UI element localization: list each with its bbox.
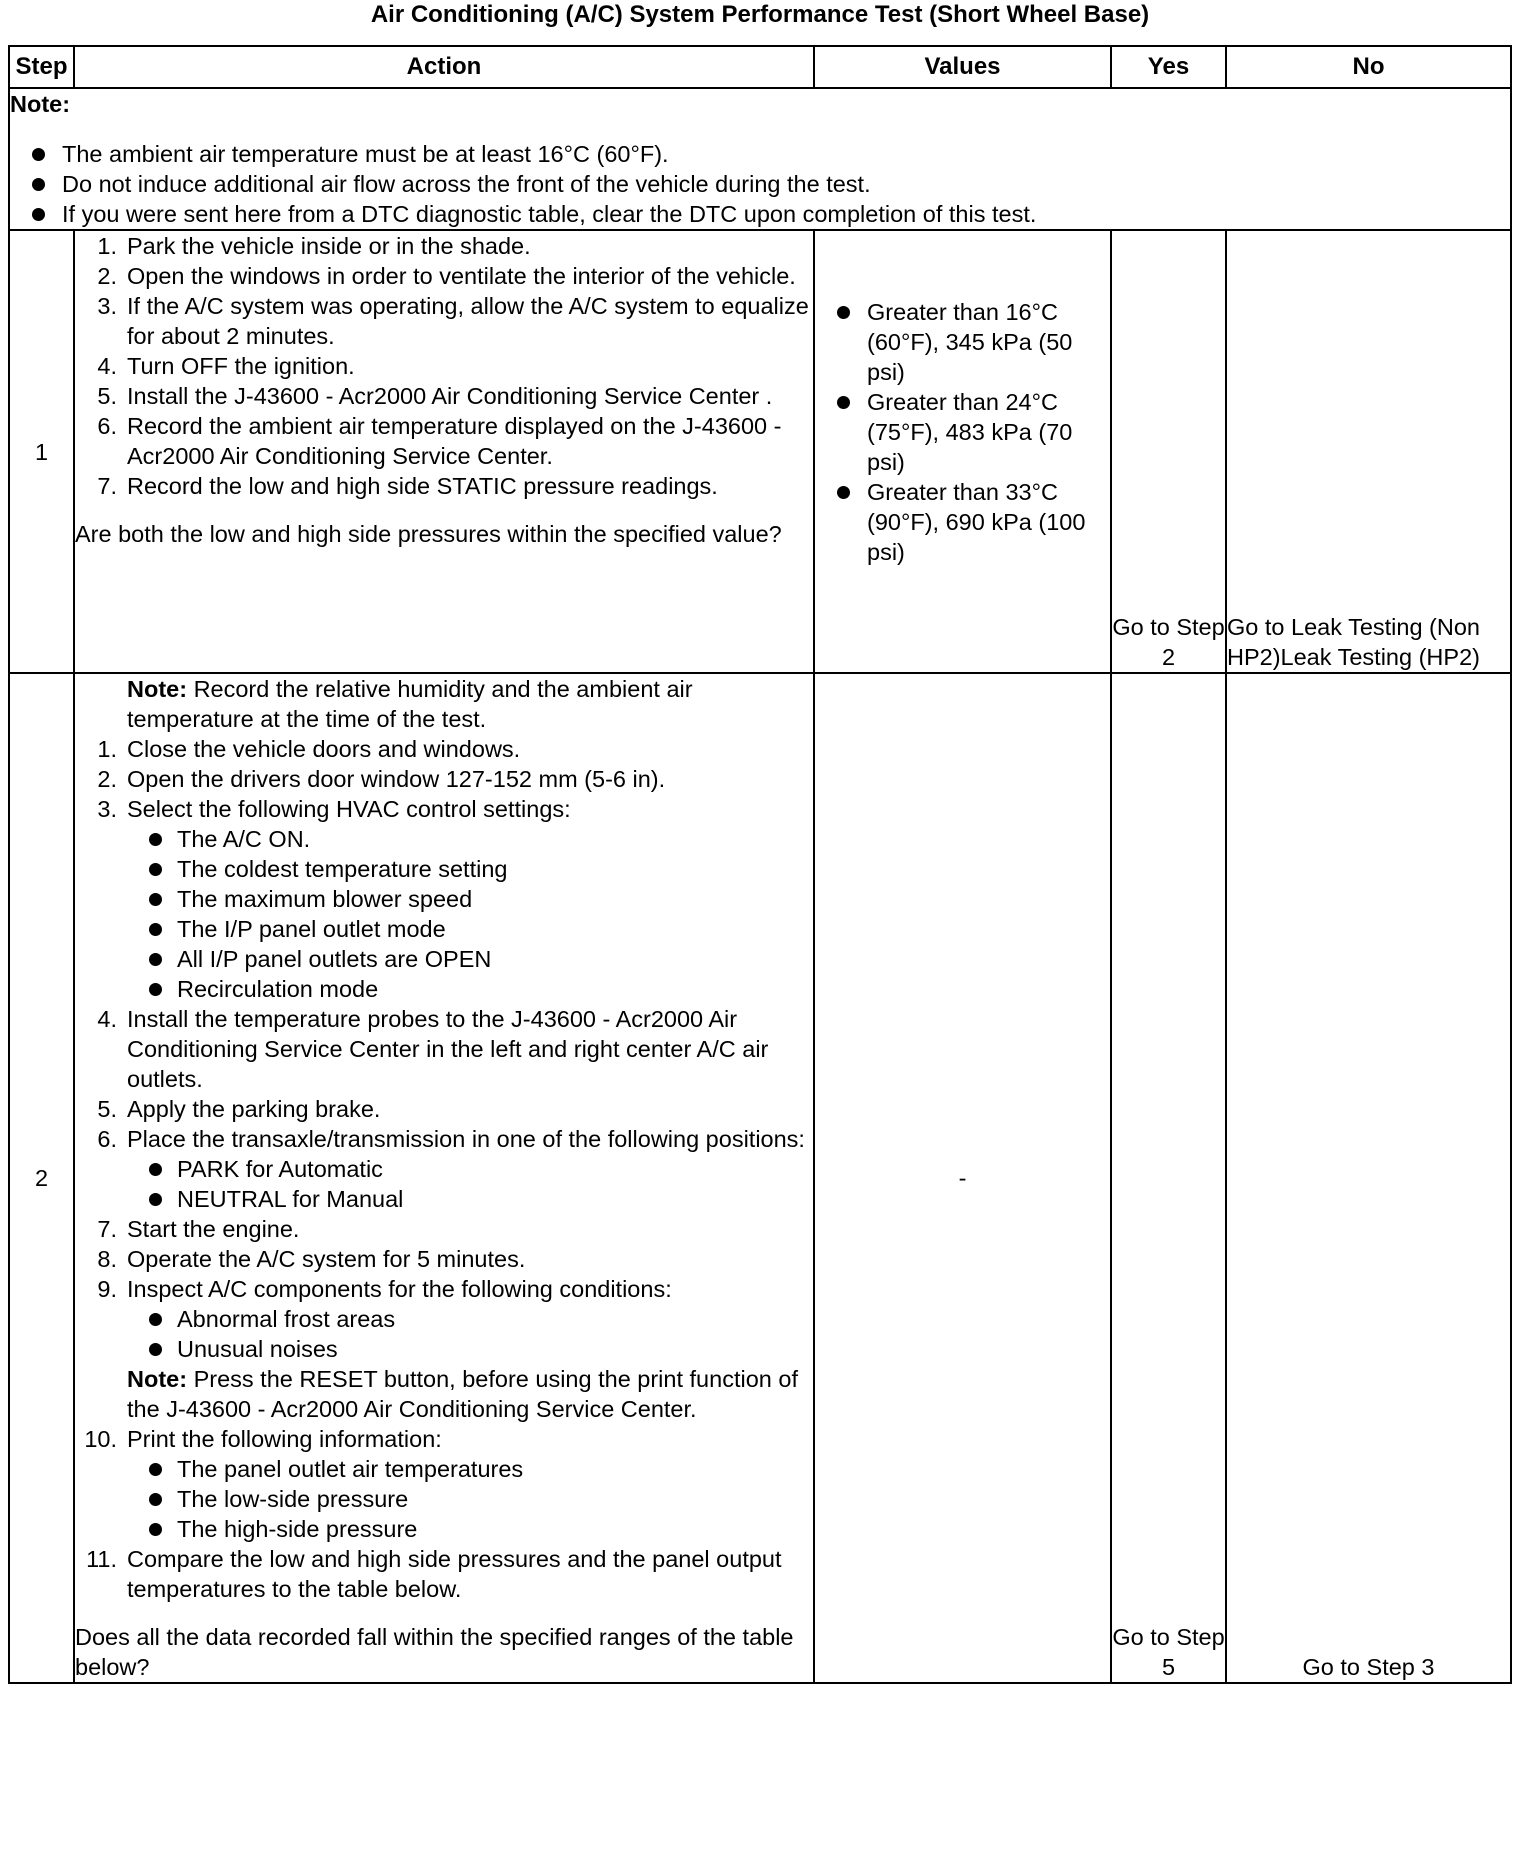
value-item: Greater than 33°C (90°F), 690 kPa (100 psi) (815, 477, 1110, 567)
step-2-note: Note: Record the relative humidity and the ambient air temperature at the time of the test. (127, 676, 693, 732)
header-step: Step (9, 46, 74, 88)
header-no: No (1226, 46, 1511, 88)
value-item: Greater than 24°C (75°F), 483 kPa (70 psi) (815, 387, 1110, 477)
note-cell (9, 88, 1511, 230)
list-item: 5. Apply the parking brake. (97, 1096, 381, 1122)
list-item: 4. Turn OFF the ignition. (97, 353, 355, 379)
list-item: All I/P panel outlets are OPEN (127, 944, 813, 974)
list-item: NEUTRAL for Manual (127, 1184, 813, 1214)
list-item: 1. Close the vehicle doors and windows. (97, 736, 521, 762)
value-item: Greater than 16°C (60°F), 345 kPa (50 psi) (815, 297, 1110, 387)
list-item: 2. Open the drivers door window 127-152 mm (5-6 in). (97, 766, 666, 792)
step-2-values: - (814, 673, 1111, 1683)
step-2-row (9, 673, 1511, 1683)
list-item: 3. If the A/C system was operating, allow the A/C system to equalize for about 2 minutes. (97, 293, 809, 349)
note-item: If you were sent here from a DTC diagnostic table, clear the DTC upon completion of this test. (10, 199, 1510, 229)
note-item: Do not induce additional air flow across the front of the vehicle during the test. (10, 169, 1510, 199)
list-item: 7. Record the low and high side STATIC pressure readings. (97, 473, 718, 499)
list-item: 9. Inspect A/C components for the following conditions: Abnormal frost areas Unusual noises (75, 1274, 813, 1364)
performance-test-table (8, 45, 1512, 1684)
list-item: 10. Print the following information: The panel outlet air temperatures The low-side pressure The high-side pressure (75, 1424, 813, 1544)
step-2-reset-note: Note: Press the RESET button, before using the print function of the J-43600 - Acr2000 Air Conditioning Service Center. (127, 1366, 798, 1422)
note-row (9, 88, 1511, 230)
step-2-action-list-cont (75, 1424, 813, 1604)
list-item: PARK for Automatic (127, 1154, 813, 1184)
conditions-list (127, 1304, 813, 1364)
note-label: Note: (10, 91, 71, 117)
list-item: The A/C ON. (127, 824, 813, 854)
list-item: 5. Install the J-43600 - Acr2000 Air Conditioning Service Center . (97, 383, 773, 409)
document-title: Air Conditioning (A/C) System Performance Test (Short Wheel Base) (370, 1, 1150, 28)
list-item: 1. Park the vehicle inside or in the shade. (97, 233, 531, 259)
step-2-action-list (75, 734, 813, 1364)
step-1-yes: Go to Step 2 (1111, 230, 1226, 673)
step-2-action (74, 673, 814, 1683)
step-1-no: Go to Leak Testing (Non HP2)Leak Testing (HP2) (1226, 230, 1511, 673)
step-2-number: 2 (9, 673, 74, 1683)
list-item: Unusual noises (127, 1334, 813, 1364)
list-item: 2. Open the windows in order to ventilate the interior of the vehicle. (97, 263, 796, 289)
note-item: The ambient air temperature must be at least 16°C (60°F). (10, 139, 1510, 169)
list-item: Recirculation mode (127, 974, 813, 1004)
step-1-question: Are both the low and high side pressures within the specified value? (75, 521, 782, 547)
step-1-number: 1 (9, 230, 74, 673)
step-1-row (9, 230, 1511, 673)
list-item: The maximum blower speed (127, 884, 813, 914)
list-item: 11. Compare the low and high side pressures and the panel output temperatures to the table below. (86, 1546, 782, 1602)
step-1-values-list (815, 297, 1110, 567)
header-values: Values (814, 46, 1111, 88)
list-item: The I/P panel outlet mode (127, 914, 813, 944)
step-1-action-list (75, 231, 813, 501)
hvac-settings-list (127, 824, 813, 1004)
list-item: The coldest temperature setting (127, 854, 813, 884)
step-2-question: Does all the data recorded fall within the specified ranges of the table below? (75, 1624, 794, 1680)
list-item: The panel outlet air temperatures (127, 1454, 813, 1484)
step-2-no: Go to Step 3 (1226, 673, 1511, 1683)
list-item: 6. Place the transaxle/transmission in one of the following positions: PARK for Automatic NEUTRAL for Manual (75, 1124, 813, 1214)
step-1-action (74, 230, 814, 673)
note-list (10, 139, 1510, 229)
list-item: 7. Start the engine. (97, 1216, 300, 1242)
header-yes: Yes (1111, 46, 1226, 88)
list-item: 6. Record the ambient air temperature displayed on the J-43600 - Acr2000 Air Conditioning Service Center. (97, 413, 782, 469)
list-item: 8. Operate the A/C system for 5 minutes. (97, 1246, 526, 1272)
list-item: The low-side pressure (127, 1484, 813, 1514)
list-item: 3. Select the following HVAC control settings: The A/C ON. The coldest temperature setting The maximum blower speed The I/P panel outlet mode All I/P panel outlets are OPEN Recirculation mode (75, 794, 813, 1004)
list-item: The high-side pressure (127, 1514, 813, 1544)
step-1-values (814, 230, 1111, 673)
header-action: Action (74, 46, 814, 88)
list-item: Abnormal frost areas (127, 1304, 813, 1334)
step-2-yes: Go to Step 5 (1111, 673, 1226, 1683)
header-row (9, 46, 1511, 88)
positions-list (127, 1154, 813, 1214)
print-info-list (127, 1454, 813, 1544)
list-item: 4. Install the temperature probes to the J-43600 - Acr2000 Air Conditioning Service Center in the left and right center A/C air outlets. (97, 1006, 769, 1092)
